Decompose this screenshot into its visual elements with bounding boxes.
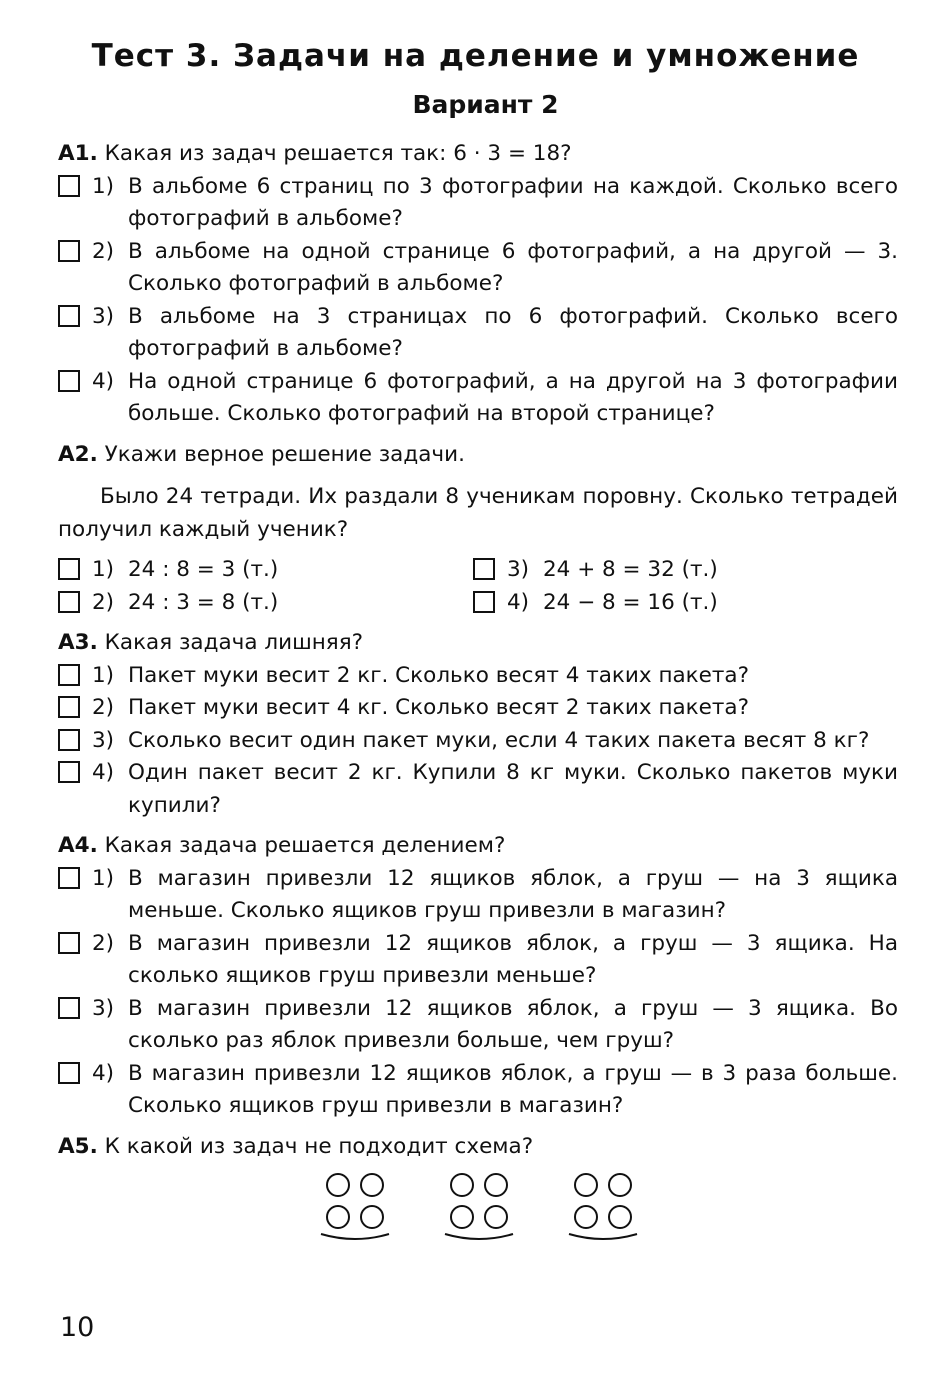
scheme-circle bbox=[485, 1174, 507, 1196]
answer-checkbox[interactable] bbox=[58, 932, 80, 954]
answer-checkbox[interactable] bbox=[58, 664, 80, 686]
answer-grid bbox=[58, 554, 898, 619]
question-number: А2. bbox=[58, 441, 98, 467]
scheme-circle bbox=[485, 1206, 507, 1228]
answer-checkbox[interactable] bbox=[58, 558, 80, 580]
option-text: В альбоме 6 страниц по 3 фотографии на каждой. Сколько всего фотографий в альбоме? bbox=[128, 173, 898, 231]
answer-checkbox[interactable] bbox=[473, 558, 495, 580]
answer-option bbox=[58, 928, 898, 993]
answer-option bbox=[58, 993, 898, 1058]
answer-option bbox=[58, 1058, 898, 1123]
scheme-group bbox=[569, 1174, 637, 1239]
answer-checkbox[interactable] bbox=[58, 729, 80, 751]
question-number: А4. bbox=[58, 833, 98, 858]
option-number: 3) bbox=[92, 995, 115, 1021]
question-text: Укажи верное решение задачи. bbox=[104, 441, 465, 467]
scheme-circle bbox=[575, 1174, 597, 1196]
option-number: 3) bbox=[92, 727, 115, 753]
answer-option bbox=[58, 692, 898, 725]
question-number: А1. bbox=[58, 141, 98, 166]
circles-scheme bbox=[58, 1171, 898, 1251]
option-number: 2) bbox=[92, 238, 115, 264]
option-text: Сколько весит один пакет муки, если 4 таких пакета весят 8 кг? bbox=[128, 727, 870, 753]
answer-checkbox[interactable] bbox=[473, 591, 495, 613]
answer-checkbox[interactable] bbox=[58, 761, 80, 783]
scheme-diagram bbox=[58, 1171, 898, 1251]
page-number: 10 bbox=[60, 1312, 95, 1343]
answer-option bbox=[58, 660, 898, 693]
answer-option bbox=[58, 236, 898, 301]
option-text: Пакет муки весит 2 кг. Сколько весят 4 таких пакета? bbox=[128, 662, 750, 688]
option-number: 2) bbox=[92, 930, 115, 956]
scheme-circle bbox=[609, 1174, 631, 1196]
answer-checkbox[interactable] bbox=[58, 867, 80, 889]
question-a1 bbox=[58, 138, 898, 171]
answer-checkbox[interactable] bbox=[58, 370, 80, 392]
scheme-group bbox=[445, 1174, 513, 1239]
answer-checkbox[interactable] bbox=[58, 1062, 80, 1084]
scheme-group bbox=[321, 1174, 389, 1239]
option-number: 2) bbox=[92, 589, 115, 615]
question-a2 bbox=[58, 439, 898, 472]
question-text: Какая из задач решается так: 6 · 3 = 18? bbox=[104, 141, 572, 166]
option-text: 24 − 8 = 16 (т.) bbox=[543, 589, 718, 615]
scheme-circle bbox=[609, 1206, 631, 1228]
option-number: 3) bbox=[92, 303, 115, 329]
answer-checkbox[interactable] bbox=[58, 591, 80, 613]
answer-column-right bbox=[473, 554, 888, 619]
answer-option bbox=[58, 301, 898, 366]
answer-option bbox=[58, 725, 898, 758]
option-number: 1) bbox=[92, 173, 115, 199]
answer-checkbox[interactable] bbox=[58, 305, 80, 327]
answer-option bbox=[473, 587, 888, 620]
option-number: 4) bbox=[92, 760, 115, 785]
answer-option bbox=[58, 171, 898, 236]
answer-option bbox=[58, 554, 473, 587]
questions bbox=[58, 138, 898, 1251]
scheme-bracket bbox=[445, 1234, 513, 1239]
option-text: 24 : 3 = 8 (т.) bbox=[128, 589, 279, 615]
answer-checkbox[interactable] bbox=[58, 175, 80, 197]
option-text: В альбоме на одной странице 6 фотографий, а на другой — 3. Сколько фотографий в альбоме? bbox=[128, 238, 898, 296]
question-text: Какая задача лишняя? bbox=[104, 630, 364, 655]
scheme-circle bbox=[451, 1174, 473, 1196]
option-number: 1) bbox=[92, 662, 115, 688]
page-title: Тест 3. Задачи на деление и умножение bbox=[91, 38, 860, 74]
option-number: 2) bbox=[92, 695, 115, 720]
option-number: 4) bbox=[92, 368, 115, 394]
question-a3 bbox=[58, 627, 898, 660]
question-text: К какой из задач не подходит схема? bbox=[104, 1133, 534, 1159]
option-text: В магазин привезли 12 ящиков яблок, а груш — 3 ящика. Во сколько раз яблок привезли больше, чем груш? bbox=[128, 995, 898, 1053]
option-number: 4) bbox=[92, 1060, 115, 1086]
scheme-circle bbox=[575, 1206, 597, 1228]
option-number: 4) bbox=[507, 589, 530, 615]
option-text: В магазин привезли 12 ящиков яблок, а груш — 3 ящика. На сколько ящиков груш привезли меньше? bbox=[128, 930, 898, 988]
scheme-circle bbox=[327, 1206, 349, 1228]
answer-option bbox=[473, 554, 888, 587]
answer-option bbox=[58, 587, 473, 620]
problem-text: Было 24 тетради. Их раздали 8 ученикам поровну. Сколько тетрадей получил каждый ученик? bbox=[58, 484, 898, 542]
answer-option bbox=[58, 863, 898, 928]
question-a5 bbox=[58, 1131, 898, 1164]
scheme-bracket bbox=[569, 1234, 637, 1239]
scheme-circle bbox=[361, 1174, 383, 1196]
scheme-circle bbox=[451, 1206, 473, 1228]
scheme-bracket bbox=[321, 1234, 389, 1239]
option-number: 3) bbox=[507, 557, 530, 582]
option-text: В альбоме на 3 страницах по 6 фотографий. Сколько всего фотографий в альбоме? bbox=[128, 303, 898, 361]
answer-column-left bbox=[58, 554, 473, 619]
answer-checkbox[interactable] bbox=[58, 240, 80, 262]
option-text: 24 + 8 = 32 (т.) bbox=[543, 557, 718, 582]
scheme-circle bbox=[327, 1174, 349, 1196]
answer-option bbox=[58, 366, 898, 431]
option-text: Пакет муки весит 4 кг. Сколько весят 2 таких пакета? bbox=[128, 695, 750, 720]
answer-checkbox[interactable] bbox=[58, 997, 80, 1019]
scheme-circle bbox=[361, 1206, 383, 1228]
question-text: Какая задача решается делением? bbox=[104, 833, 506, 858]
option-text: Один пакет весит 2 кг. Купили 8 кг муки. Сколько пакетов муки купили? bbox=[128, 760, 898, 818]
option-text: 24 : 8 = 3 (т.) bbox=[128, 557, 279, 582]
option-number: 1) bbox=[92, 557, 115, 582]
question-number: А5. bbox=[58, 1133, 98, 1159]
question-a4 bbox=[58, 830, 898, 863]
variant-subtitle: Вариант 2 bbox=[412, 90, 559, 119]
option-text: На одной странице 6 фотографий, а на другой на 3 фотографии больше. Сколько фотографий на второй странице? bbox=[128, 368, 898, 426]
option-number: 1) bbox=[92, 865, 115, 891]
question-number: А3. bbox=[58, 630, 98, 655]
option-text: В магазин привезли 12 ящиков яблок, а груш — на 3 ящика меньше. Сколько ящиков груш привезли в магазин? bbox=[128, 865, 898, 923]
option-text: В магазин привезли 12 ящиков яблок, а груш — в 3 раза больше. Сколько ящиков груш привезли в магазин? bbox=[128, 1060, 898, 1118]
answer-checkbox[interactable] bbox=[58, 696, 80, 718]
answer-option bbox=[58, 757, 898, 822]
